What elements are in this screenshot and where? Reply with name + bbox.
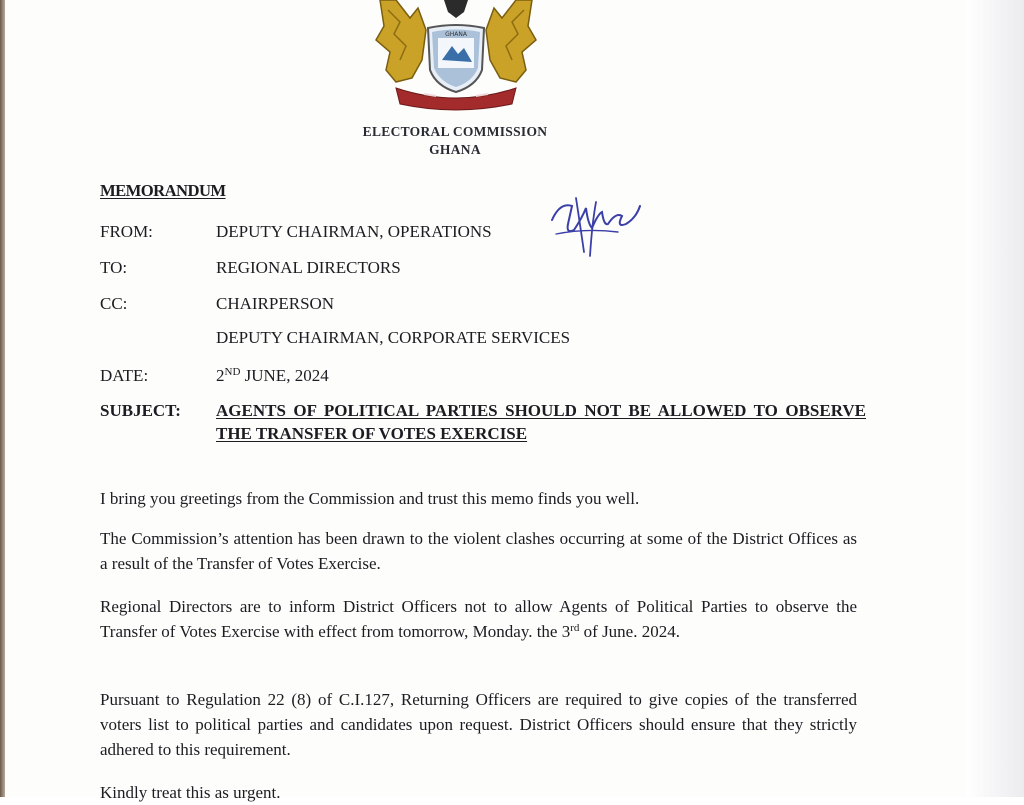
paragraph-regulation: Pursuant to Regulation 22 (8) of C.I.127, Returning Officers are required to give copies of the transferred voters list to political parties and candidates upon request. District Officers should ensure that they strictly adhered to this requirement. [100,690,857,759]
subject-text: AGENTS OF POLITICAL PARTIES SHOULD NOT BE ALLOWED TO OBSERVE THE TRANSFER OF VOTES EXERCISE [216,401,866,443]
signature-icon [546,194,646,264]
date-suffix: ND [224,366,241,378]
from-value: DEPUTY CHAIRMAN, OPERATIONS [216,222,492,241]
date-value [216,366,329,386]
subject-label: SUBJECT: [100,401,181,420]
cc-value-deputy-corporate: DEPUTY CHAIRMAN, CORPORATE SERVICES [216,328,571,347]
paragraph-clashes: The Commission’s attention has been drawn to the violent clashes occurring at some of the District Offices as a result of the Transfer of Votes Exercise. [100,529,857,573]
paragraph-urgent: Kindly treat this as urgent. [100,783,281,802]
cc-value-chairperson: CHAIRPERSON [216,294,335,313]
cc-label: CC: [100,294,128,313]
paragraph-greeting: I bring you greetings from the Commission and trust this memo finds you well. [100,489,640,508]
organization-name: ELECTORAL COMMISSION [362,124,548,139]
date-day: 2 [216,366,225,385]
to-label: TO: [100,258,128,277]
from-label: FROM: [100,222,153,241]
paragraph-instruction [100,594,857,644]
date-label: DATE: [100,366,149,385]
memo-title: MEMORANDUM [100,181,226,200]
paragraph-instruction-date: of June. 2024. [579,622,680,641]
to-value: REGIONAL DIRECTORS [216,258,401,277]
ordinal-suffix: rd [570,622,580,634]
coat-of-arms-icon [366,0,546,112]
organization-country: GHANA [429,142,481,157]
page-right-margin [966,0,1024,797]
date-month-year: JUNE, 2024 [240,366,329,385]
svg-text:GHANA: GHANA [445,31,467,38]
paragraph-instruction-text: Regional Directors are to inform District Officers not to allow Agents of Political Parties to observe the Transfer of Votes Exercise with effect from tomorrow, Monday. the 3 [100,597,857,641]
